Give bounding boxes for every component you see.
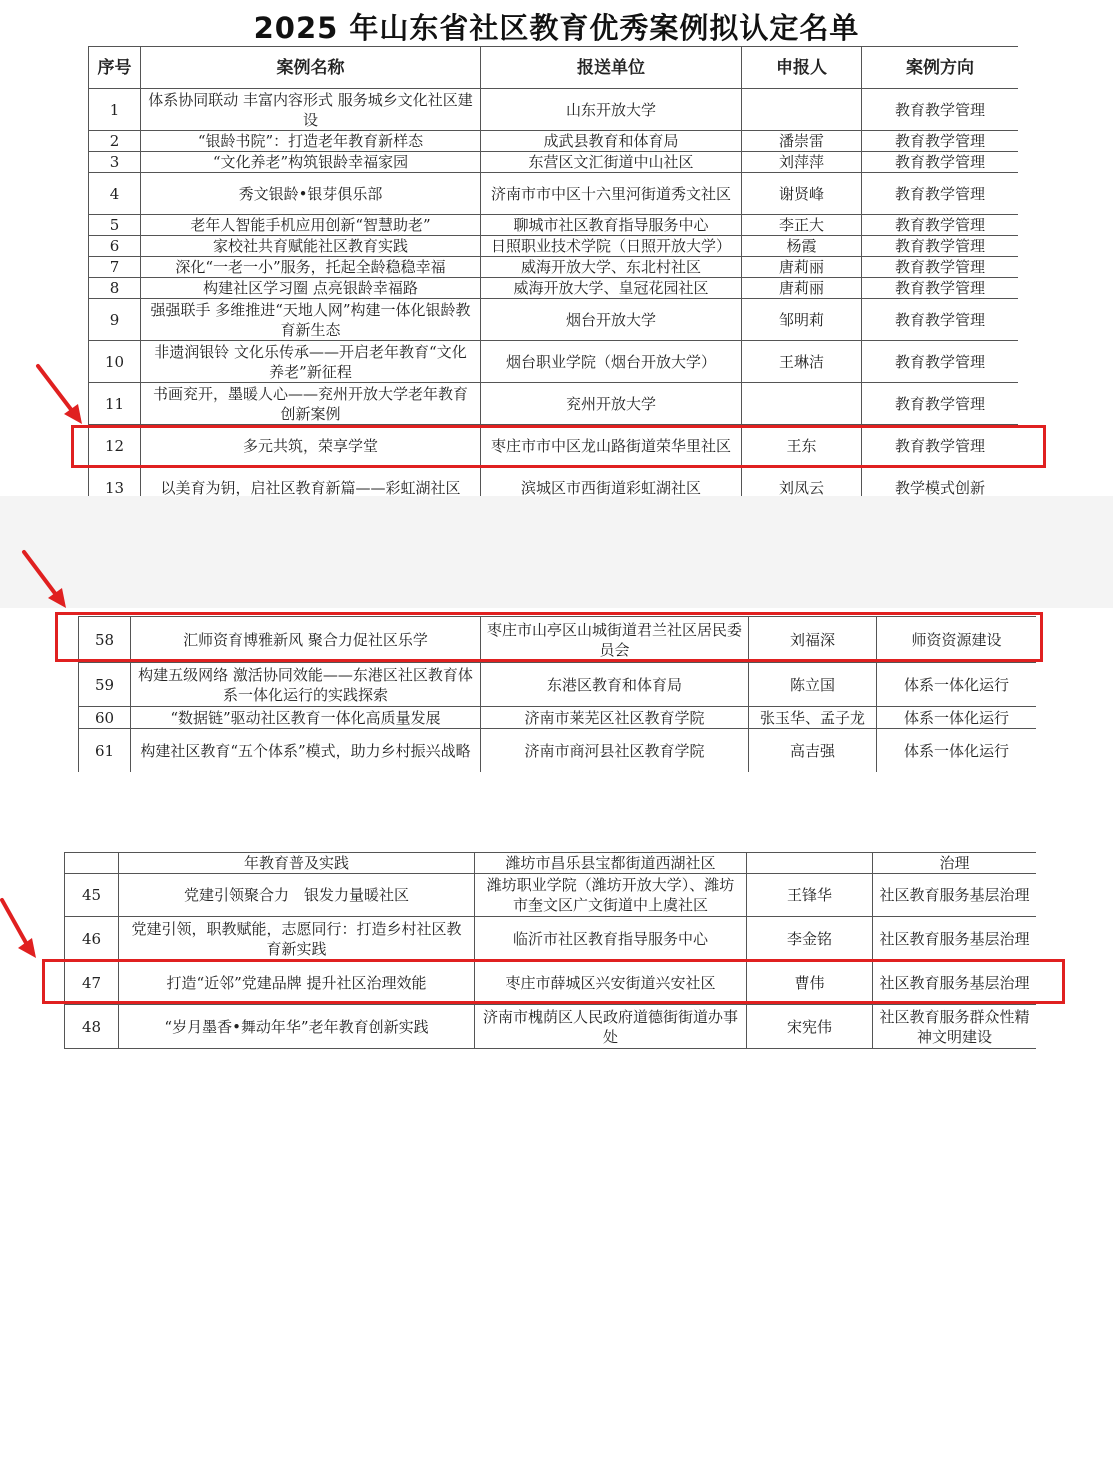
crop-gap: [0, 772, 1113, 852]
cell-person: 李正大: [742, 215, 862, 236]
cell-name: 强强联手 多维推进“天地人网”构建一体化银龄教育新生态: [141, 299, 481, 341]
cell-unit: 东港区教育和体育局: [481, 663, 749, 707]
cell-name: “数据链”驱动社区教育一体化高质量发展: [131, 707, 481, 729]
cell-direction: 教育教学管理: [862, 89, 1019, 131]
cell-unit: 潍坊市昌乐县宝都街道西湖社区: [475, 853, 747, 874]
cell-direction: 社区教育服务基层治理: [873, 961, 1037, 1005]
cell-person: 陈立国: [749, 663, 877, 707]
cell-direction: 师资资源建设: [877, 617, 1037, 663]
cell-unit: 济南市商河县社区教育学院: [481, 729, 749, 773]
cell-no: 45: [65, 874, 119, 917]
cell-unit: 威海开放大学、皇冠花园社区: [481, 278, 742, 299]
cell-name: 家校社共育赋能社区教育实践: [141, 236, 481, 257]
cell-direction: 教育教学管理: [862, 299, 1019, 341]
header-unit: 报送单位: [481, 47, 742, 89]
cell-name: 构建社区学习圈 点亮银龄幸福路: [141, 278, 481, 299]
cell-no: 7: [89, 257, 141, 278]
header-no: 序号: [89, 47, 141, 89]
cell-no: 12: [89, 425, 141, 467]
cell-unit: 枣庄市市中区龙山路街道荣华里社区: [481, 425, 742, 467]
cell-no: 9: [89, 299, 141, 341]
cell-no: 59: [79, 663, 131, 707]
cell-person: [742, 383, 862, 425]
cell-name: 构建五级网络 激活协同效能——东港区社区教育体系一体化运行的实践探索: [131, 663, 481, 707]
cell-name: 深化“一老一小”服务，托起全龄稳稳幸福: [141, 257, 481, 278]
cell-unit: 枣庄市薛城区兴安街道兴安社区: [475, 961, 747, 1005]
cell-no: 8: [89, 278, 141, 299]
table-row: [89, 173, 1019, 215]
cell-person: 王琳洁: [742, 341, 862, 383]
cell-direction: 社区教育服务基层治理: [873, 917, 1037, 961]
cell-unit: 济南市莱芜区社区教育学院: [481, 707, 749, 729]
cell-name: 党建引领，职教赋能，志愿同行：打造乡村社区教育新实践: [119, 917, 475, 961]
cell-no: 61: [79, 729, 131, 773]
cell-direction: 教育教学管理: [862, 383, 1019, 425]
cell-no: 60: [79, 707, 131, 729]
cell-direction: 体系一体化运行: [877, 707, 1037, 729]
cell-person: 刘福深: [749, 617, 877, 663]
table-row: [65, 874, 1037, 917]
table-row: [89, 341, 1019, 383]
cell-unit: 成武县教育和体育局: [481, 131, 742, 152]
cell-person: 王东: [742, 425, 862, 467]
cell-unit: 日照职业技术学院（日照开放大学）: [481, 236, 742, 257]
cell-no: 2: [89, 131, 141, 152]
cell-name: 多元共筑，荣享学堂: [141, 425, 481, 467]
cell-no: 5: [89, 215, 141, 236]
table-row: [65, 853, 1037, 874]
cell-no: 46: [65, 917, 119, 961]
cell-person: 唐莉丽: [742, 278, 862, 299]
cell-person: [747, 853, 873, 874]
cell-person: 刘萍萍: [742, 152, 862, 173]
cell-unit: 东营区文汇街道中山社区: [481, 152, 742, 173]
table-row: [89, 383, 1019, 425]
cell-person: 曹伟: [747, 961, 873, 1005]
cell-direction: 教育教学管理: [862, 152, 1019, 173]
table-row: [65, 1005, 1037, 1049]
cell-name: 党建引领聚合力 银发力量暖社区: [119, 874, 475, 917]
table-row: [79, 729, 1037, 773]
red-arrow-icon: [30, 362, 90, 428]
cell-direction: 教育教学管理: [862, 425, 1019, 467]
table-row: [89, 278, 1019, 299]
table-row: [89, 131, 1019, 152]
cell-person: 王锋华: [747, 874, 873, 917]
cell-unit: 威海开放大学、东北村社区: [481, 257, 742, 278]
cell-no: 10: [89, 341, 141, 383]
cell-no: 47: [65, 961, 119, 1005]
table-row: [79, 663, 1037, 707]
cell-person: 张玉华、孟子龙: [749, 707, 877, 729]
header-direction: 案例方向: [862, 47, 1019, 89]
cell-no: 11: [89, 383, 141, 425]
table-row-highlighted: [79, 617, 1037, 663]
cell-no: 3: [89, 152, 141, 173]
table-section-2: [78, 614, 1036, 772]
cell-name: 老年人智能手机应用创新“智慧助老”: [141, 215, 481, 236]
cell-name: “银龄书院”：打造老年教育新样态: [141, 131, 481, 152]
cell-direction: 教育教学管理: [862, 257, 1019, 278]
cell-no: 1: [89, 89, 141, 131]
cell-no: [65, 853, 119, 874]
cell-direction: 治理: [873, 853, 1037, 874]
red-arrow-icon: [0, 896, 42, 962]
cell-unit: 枣庄市山亭区山城街道君兰社区居民委员会: [481, 617, 749, 663]
table-row: [65, 917, 1037, 961]
cell-name: 年教育普及实践: [119, 853, 475, 874]
cell-unit: 兖州开放大学: [481, 383, 742, 425]
cell-unit: 潍坊职业学院（潍坊开放大学）、潍坊市奎文区广文街道中上虞社区: [475, 874, 747, 917]
cell-direction: 教育教学管理: [862, 131, 1019, 152]
cell-name: 构建社区教育“五个体系”模式，助力乡村振兴战略: [131, 729, 481, 773]
table-row-highlighted: [89, 425, 1019, 467]
table-row: [89, 215, 1019, 236]
cell-person: 潘崇雷: [742, 131, 862, 152]
cell-unit: 烟台职业学院（烟台开放大学）: [481, 341, 742, 383]
cell-person: 唐莉丽: [742, 257, 862, 278]
cell-direction: 教育教学管理: [862, 215, 1019, 236]
cell-direction: 体系一体化运行: [877, 729, 1037, 773]
cell-person: [742, 89, 862, 131]
table-row: [89, 467, 1019, 497]
cell-direction: 教育教学管理: [862, 236, 1019, 257]
cell-person: 高吉强: [749, 729, 877, 773]
table-row: [89, 257, 1019, 278]
cell-name: 非遗润银铃 文化乐传承——开启老年教育“文化养老”新征程: [141, 341, 481, 383]
cell-person: 宋宪伟: [747, 1005, 873, 1049]
cell-name: 秀文银龄•银芽俱乐部: [141, 173, 481, 215]
cell-name: 打造“近邻”党建品牌 提升社区治理效能: [119, 961, 475, 1005]
cell-no: 13: [89, 467, 141, 497]
cell-person: 杨霞: [742, 236, 862, 257]
cell-no: 6: [89, 236, 141, 257]
page-title: 2025 年山东省社区教育优秀案例拟认定名单: [253, 11, 860, 45]
cell-unit: 山东开放大学: [481, 89, 742, 131]
table-section-3: [64, 852, 1036, 1052]
cases-table-2: [78, 616, 1036, 772]
table-header-row: [89, 47, 1019, 89]
cell-name: 书画兖开，墨暖人心——兖州开放大学老年教育创新案例: [141, 383, 481, 425]
table-row: [89, 152, 1019, 173]
cases-table-3: [64, 852, 1036, 1049]
cell-direction: 体系一体化运行: [877, 663, 1037, 707]
cell-direction: 教育教学管理: [862, 173, 1019, 215]
cell-person: 谢贤峰: [742, 173, 862, 215]
cell-unit: 聊城市社区教育指导服务中心: [481, 215, 742, 236]
table-row: [79, 707, 1037, 729]
cell-unit: 济南市槐荫区人民政府道德街街道办事处: [475, 1005, 747, 1049]
cell-no: 4: [89, 173, 141, 215]
cell-direction: 教育教学管理: [862, 341, 1019, 383]
cell-direction: 社区教育服务群众性精神文明建设: [873, 1005, 1037, 1049]
cell-unit: 烟台开放大学: [481, 299, 742, 341]
header-name: 案例名称: [141, 47, 481, 89]
table-row: [89, 236, 1019, 257]
cell-person: 邹明莉: [742, 299, 862, 341]
cell-direction: 教学模式创新: [862, 467, 1019, 497]
cell-name: 汇师资育博雅新风 聚合力促社区乐学: [131, 617, 481, 663]
cell-person: 刘凤云: [742, 467, 862, 497]
header-person: 申报人: [742, 47, 862, 89]
cell-no: 58: [79, 617, 131, 663]
cell-unit: 济南市市中区十六里河街道秀文社区: [481, 173, 742, 215]
cell-unit: 临沂市社区教育指导服务中心: [475, 917, 747, 961]
cases-table-1: [88, 46, 1018, 496]
cell-name: “文化养老”构筑银龄幸福家园: [141, 152, 481, 173]
cell-person: 李金铭: [747, 917, 873, 961]
crop-gap: [0, 496, 1113, 608]
table-section-1: [88, 46, 1018, 496]
cell-direction: 社区教育服务基层治理: [873, 874, 1037, 917]
cell-name: 体系协同联动 丰富内容形式 服务城乡文化社区建设: [141, 89, 481, 131]
table-row: [89, 89, 1019, 131]
cell-name: 以美育为钥，启社区教育新篇——彩虹湖社区: [141, 467, 481, 497]
table-row: [89, 299, 1019, 341]
table-row-highlighted: [65, 961, 1037, 1005]
cell-no: 48: [65, 1005, 119, 1049]
cell-unit: 滨城区市西街道彩虹湖社区: [481, 467, 742, 497]
cell-direction: 教育教学管理: [862, 278, 1019, 299]
cell-name: “岁月墨香•舞动年华”老年教育创新实践: [119, 1005, 475, 1049]
